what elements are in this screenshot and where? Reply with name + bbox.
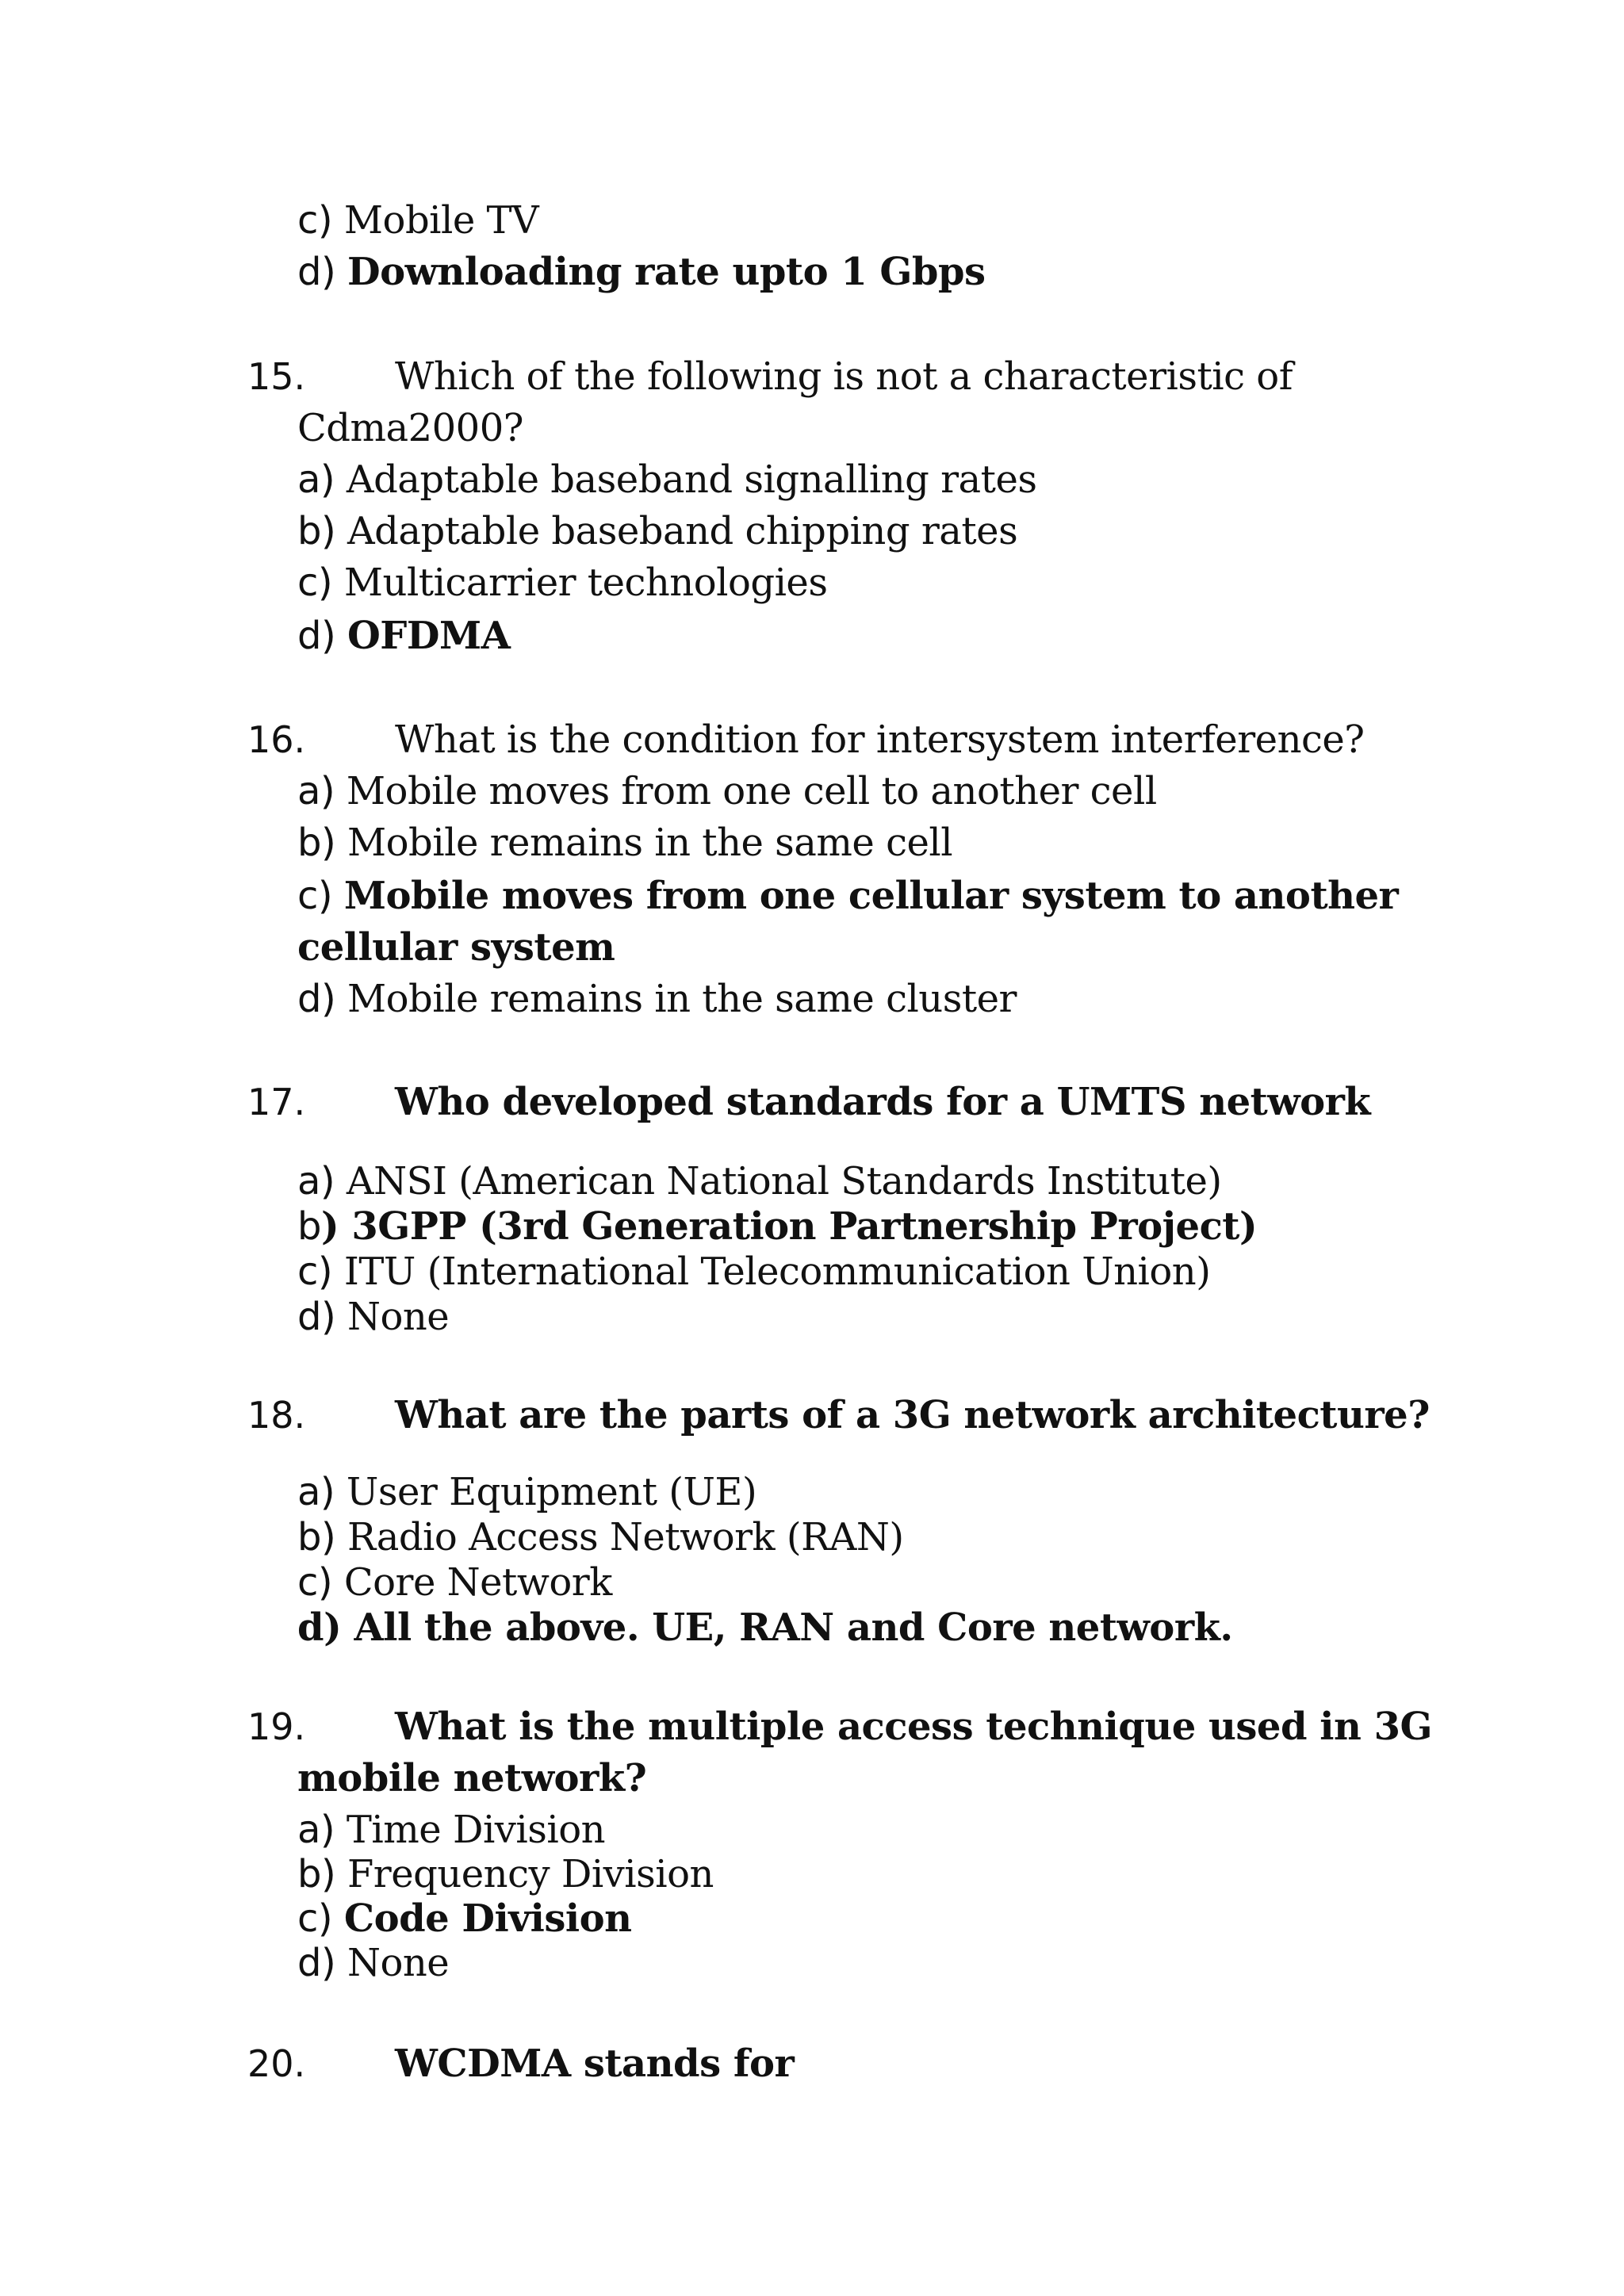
q17-option-b: [297, 1203, 1257, 1250]
option-text: User Equipment (UE): [346, 1470, 757, 1514]
option-text-answer: ) 3GPP (3rd Generation Partnership Project): [320, 1204, 1258, 1249]
option-text: Core Network: [343, 1560, 612, 1605]
option-prefix: d): [297, 1295, 336, 1339]
q17-option-c: [297, 1248, 1210, 1295]
option-prefix: c): [297, 561, 333, 605]
option-prefix: a): [297, 1470, 335, 1514]
q19-option-d: [297, 1939, 449, 1987]
option-prefix: d): [297, 614, 336, 658]
q20-number: 20.: [247, 2042, 306, 2085]
option-prefix: b): [297, 1515, 336, 1559]
option-text-answer: OFDMA: [347, 614, 511, 658]
option-text: Mobile remains in the same cluster: [347, 977, 1017, 1021]
q15-option-a: [297, 456, 1037, 503]
q18-option-a: [297, 1468, 756, 1516]
option-text: Multicarrier technologies: [343, 561, 828, 605]
option-text: ANSI (American National Standards Institute): [346, 1159, 1222, 1203]
q18-question: What are the parts of a 3G network architecture?: [395, 1393, 1430, 1437]
q16-number: 16.: [247, 718, 306, 761]
option-text: Mobile TV: [343, 198, 539, 243]
option-prefix: d): [297, 977, 336, 1021]
q16-option-c-line2: cellular system: [297, 925, 615, 970]
q18-option-d: d) All the above. UE, RAN and Core network.: [297, 1605, 1233, 1650]
q15-question-line1: Which of the following is not a characteristic of: [395, 354, 1293, 399]
q19-option-b: [297, 1850, 714, 1898]
q19-option-c: [297, 1895, 632, 1942]
option-text: Mobile remains in the same cell: [347, 821, 953, 865]
option-text: Adaptable baseband signalling rates: [346, 457, 1037, 502]
option-prefix: c): [297, 1249, 333, 1294]
option-prefix: b: [297, 1204, 321, 1249]
q18-option-b: [297, 1513, 904, 1561]
q15-option-d: [297, 612, 510, 660]
option-prefix: c): [297, 1896, 333, 1941]
option-prefix: a): [297, 1159, 335, 1203]
option-prefix: a): [297, 457, 335, 502]
q14-option-c: [297, 197, 538, 244]
q19-number: 19.: [247, 1705, 306, 1748]
q16-option-d: [297, 975, 1017, 1023]
option-text: Time Division: [346, 1808, 606, 1852]
option-prefix: a): [297, 1808, 335, 1852]
option-text: None: [347, 1941, 450, 1985]
option-prefix: d): [297, 1941, 336, 1985]
option-prefix: c): [297, 1560, 333, 1605]
q16-option-c: [297, 872, 1398, 920]
option-text-answer: Mobile moves from one cellular system to another: [343, 874, 1399, 918]
option-text-answer: Code Division: [343, 1896, 632, 1941]
q16-question: What is the condition for intersystem interference?: [395, 718, 1365, 762]
q17-option-d: [297, 1293, 449, 1341]
q17-option-a: [297, 1158, 1222, 1205]
option-prefix: b): [297, 509, 336, 553]
q19-question-line2: mobile network?: [297, 1756, 647, 1800]
option-prefix: b): [297, 821, 336, 865]
q18-number: 18.: [247, 1394, 306, 1437]
option-text: None: [347, 1295, 450, 1339]
q15-option-b: [297, 507, 1017, 555]
option-prefix: c): [297, 198, 333, 243]
q20-question: WCDMA stands for: [395, 2042, 795, 2086]
q19-option-a: [297, 1806, 605, 1854]
option-prefix: b): [297, 1852, 336, 1896]
option-text: Adaptable baseband chipping rates: [347, 509, 1018, 553]
q17-number: 17.: [247, 1081, 306, 1123]
option-text: Frequency Division: [347, 1852, 714, 1896]
q16-option-a: [297, 767, 1157, 815]
q18-option-c: [297, 1559, 612, 1606]
q15-number: 15.: [247, 355, 306, 398]
option-text: ITU (International Telecommunication Union): [343, 1249, 1211, 1294]
option-text: Radio Access Network (RAN): [347, 1515, 904, 1559]
q14-option-d: [297, 248, 986, 296]
option-text-answer: Downloading rate upto 1 Gbps: [347, 250, 986, 294]
q15-option-c: [297, 559, 827, 607]
option-prefix: c): [297, 874, 333, 918]
option-prefix: a): [297, 769, 335, 813]
option-prefix: d): [297, 250, 336, 294]
q16-option-b: [297, 819, 952, 867]
q17-question: Who developed standards for a UMTS network: [395, 1080, 1371, 1124]
q19-question-line1: What is the multiple access technique used in 3G: [395, 1705, 1432, 1749]
option-text: Mobile moves from one cell to another cell: [346, 769, 1157, 813]
q15-question-line2: Cdma2000?: [297, 406, 523, 450]
